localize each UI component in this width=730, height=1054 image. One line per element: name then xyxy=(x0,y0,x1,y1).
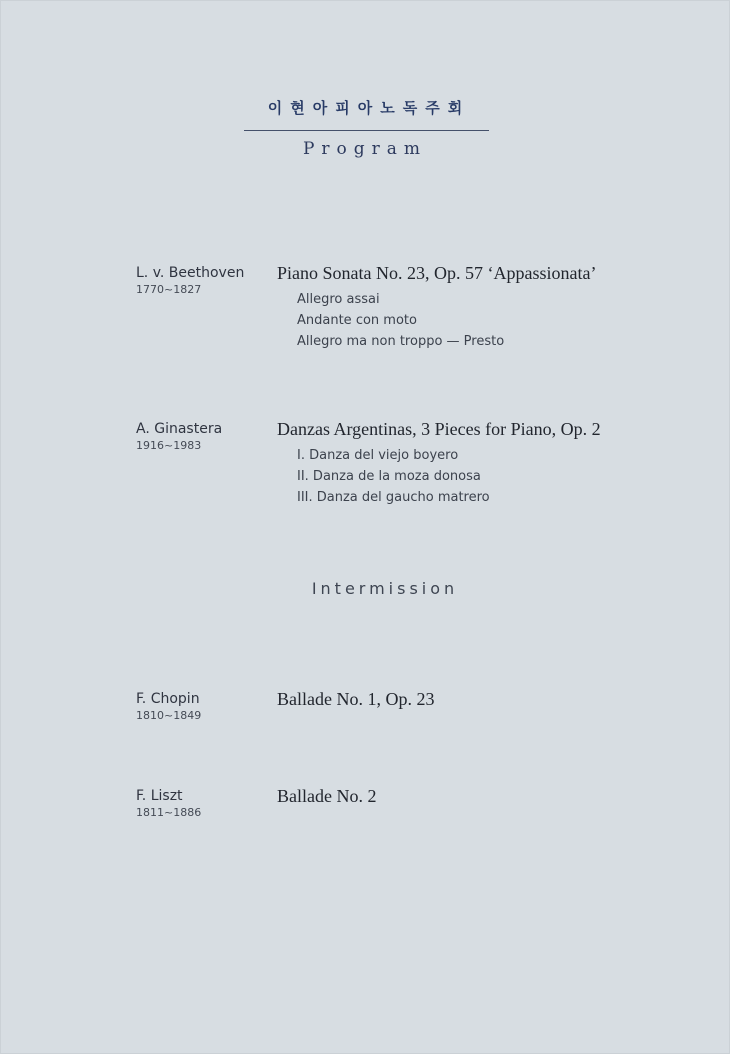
composer xyxy=(136,264,244,298)
work-title: Danzas Argentinas, 3 Pieces for Piano, Op. 2 xyxy=(277,419,601,439)
work xyxy=(277,262,596,352)
work xyxy=(277,418,601,508)
work xyxy=(277,688,434,710)
movement: Allegro ma non troppo — Presto xyxy=(297,334,505,349)
composer xyxy=(136,420,222,454)
title-divider xyxy=(244,130,489,131)
movement: II. Danza de la moza donosa xyxy=(297,469,481,484)
work-title: Piano Sonata No. 23, Op. 57 ‘Appassionata’ xyxy=(277,263,597,283)
work-title: Ballade No. 1, Op. 23 xyxy=(277,689,435,709)
movement: III. Danza del gaucho matrero xyxy=(297,490,490,505)
composer xyxy=(136,690,201,724)
movement: Allegro assai xyxy=(297,292,380,307)
recital-title: 이현아피아노독주회 xyxy=(267,99,471,117)
composer-name: A. Ginastera xyxy=(136,421,223,437)
movement: Andante con moto xyxy=(297,313,417,328)
composer-dates: 1770~1827 xyxy=(136,283,202,296)
program-subtitle: Program xyxy=(302,139,428,159)
composer-dates: 1916~1983 xyxy=(136,439,202,452)
intermission-label: Intermission xyxy=(311,579,459,598)
composer-name: F. Liszt xyxy=(136,788,183,804)
movement-list xyxy=(277,445,601,508)
movement: I. Danza del viejo boyero xyxy=(297,448,459,463)
composer-dates: 1811~1886 xyxy=(136,806,202,819)
work xyxy=(277,785,376,807)
header xyxy=(1,97,729,118)
composer-name: F. Chopin xyxy=(136,691,200,707)
movement-list xyxy=(277,289,596,352)
composer-dates: 1810~1849 xyxy=(136,709,202,722)
composer xyxy=(136,787,201,821)
work-title: Ballade No. 2 xyxy=(277,786,377,806)
composer-name: L. v. Beethoven xyxy=(136,265,245,281)
